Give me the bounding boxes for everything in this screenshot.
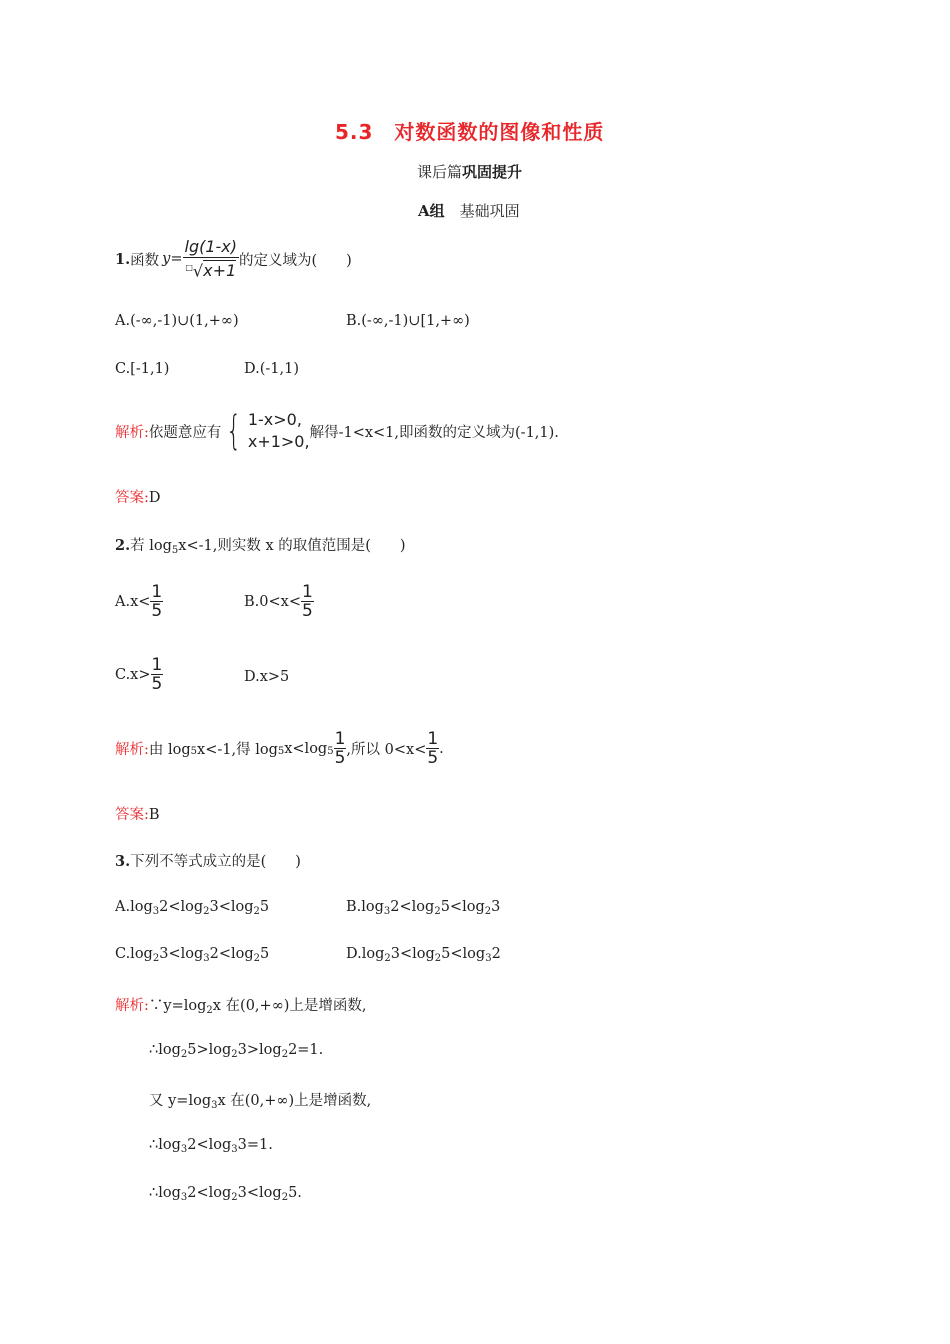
radicand: x+1 bbox=[203, 261, 237, 281]
math-text: 2 bbox=[491, 946, 501, 962]
option-label: C.x> bbox=[115, 666, 151, 683]
math-text: D.log bbox=[346, 946, 385, 962]
math-text: 3 bbox=[203, 953, 210, 964]
math-text: 2<log bbox=[390, 899, 435, 915]
fraction-numerator: lg(1-x) bbox=[184, 236, 238, 256]
math-text: 2 bbox=[231, 1192, 238, 1203]
math-text: 2 bbox=[484, 906, 492, 917]
group-label: A组 bbox=[418, 202, 445, 220]
analysis-label: 解析: bbox=[115, 998, 149, 1014]
analysis-text: ,所以 0<x< bbox=[346, 742, 427, 758]
analysis-text: x<-1,得 log bbox=[197, 742, 278, 758]
math-text: 2 bbox=[152, 953, 160, 964]
math-text: 2 bbox=[253, 953, 261, 964]
analysis-3-line-5 bbox=[149, 1185, 302, 1201]
math-text: 2 bbox=[180, 1049, 188, 1060]
answer-value: D bbox=[148, 490, 161, 506]
math-text: 2 bbox=[206, 1005, 213, 1016]
math-text: 3<log bbox=[209, 899, 254, 915]
option-b: B.(-∞,-1)∪[1,+∞) bbox=[346, 313, 470, 329]
question-number: 3. bbox=[115, 853, 131, 870]
analysis-3-line-3 bbox=[149, 1089, 371, 1110]
math-var: y bbox=[162, 251, 171, 267]
math-text: 3 bbox=[231, 1144, 238, 1155]
log-base: 5 bbox=[327, 746, 334, 757]
math-text: 5<log bbox=[441, 946, 486, 962]
fraction-numerator: 1 bbox=[334, 729, 346, 749]
fraction bbox=[426, 730, 439, 767]
group-heading bbox=[418, 200, 520, 221]
fraction bbox=[301, 583, 314, 620]
math-text: 5 bbox=[260, 946, 270, 962]
system-line-2: x+1>0, bbox=[247, 432, 310, 451]
math-text: 2 bbox=[434, 906, 441, 917]
math-text: 3 bbox=[211, 1100, 218, 1111]
analysis-3-line-2 bbox=[149, 1042, 323, 1058]
option-d: D.x>5 bbox=[244, 669, 290, 685]
analysis-text: x<log bbox=[284, 740, 328, 757]
analysis-label: 解析: bbox=[115, 424, 149, 441]
math-text: 3<log bbox=[237, 1185, 282, 1201]
option-a: A.(-∞,-1)∪(1,+∞) bbox=[115, 313, 239, 329]
option-c: C.[-1,1) bbox=[115, 361, 170, 377]
math-text: C.log bbox=[115, 946, 153, 962]
math-text: 3=1. bbox=[237, 1137, 273, 1153]
root-sign: √ bbox=[192, 261, 204, 281]
brace-icon: { bbox=[226, 408, 242, 454]
math-text: 2<log bbox=[159, 899, 204, 915]
analysis-text: 依题意应有 bbox=[148, 424, 222, 441]
answer-1 bbox=[115, 486, 161, 507]
question-3-stem bbox=[115, 850, 301, 871]
option-b bbox=[244, 583, 314, 620]
math-text: 3 bbox=[491, 899, 501, 915]
fraction-denominator bbox=[185, 258, 236, 281]
log-base: 5 bbox=[171, 545, 179, 556]
subtitle-prefix: 课后篇 bbox=[417, 163, 463, 181]
math-text: 3<log bbox=[159, 946, 204, 962]
answer-label: 答案: bbox=[115, 490, 149, 506]
fraction-denominator: 5 bbox=[334, 748, 346, 768]
option-c bbox=[115, 656, 163, 693]
math-text: 3<log bbox=[390, 946, 435, 962]
fraction-denominator: 5 bbox=[151, 674, 163, 694]
answer-value: B bbox=[148, 807, 160, 823]
question-text: 函数 bbox=[130, 252, 160, 269]
math-text: 5<log bbox=[440, 899, 485, 915]
log-base: 5 bbox=[190, 746, 198, 757]
math-text: 2 bbox=[281, 1049, 289, 1060]
log-base: 5 bbox=[277, 746, 285, 757]
math-text: 2 bbox=[281, 1192, 289, 1203]
inequality-system bbox=[221, 409, 309, 453]
analysis-3-line-1 bbox=[115, 994, 367, 1015]
math-text: 又 y=log bbox=[149, 1093, 212, 1109]
analysis-text-rest: 解得-1<x<1,即函数的定义域为(-1,1). bbox=[309, 424, 559, 441]
math-text: 2 bbox=[253, 906, 260, 917]
math-text: 5. bbox=[288, 1185, 302, 1201]
analysis-1 bbox=[115, 406, 559, 456]
fraction-numerator: 1 bbox=[427, 729, 439, 749]
fraction bbox=[151, 656, 164, 693]
math-text: 2 bbox=[203, 906, 210, 917]
math-text: 3>log bbox=[237, 1042, 282, 1058]
option-label: A.x< bbox=[115, 593, 151, 610]
function-fraction bbox=[183, 237, 240, 281]
answer-label: 答案: bbox=[115, 807, 149, 823]
option-d bbox=[346, 946, 501, 962]
fraction-denominator: 5 bbox=[151, 601, 163, 621]
fraction-denominator: 5 bbox=[427, 748, 439, 768]
analysis-label: 解析: bbox=[115, 742, 149, 758]
analysis-2 bbox=[115, 730, 444, 767]
math-text: 2<log bbox=[187, 1185, 232, 1201]
analysis-text: 由 log bbox=[148, 742, 191, 758]
fraction-denominator: 5 bbox=[301, 601, 313, 621]
math-text: 3 bbox=[180, 1192, 188, 1203]
fraction bbox=[150, 583, 163, 620]
math-text: 3 bbox=[152, 906, 160, 917]
option-c bbox=[115, 946, 269, 962]
math-text: B.log bbox=[346, 899, 384, 915]
math-text: 2<log bbox=[209, 946, 254, 962]
question-text: 若 log bbox=[130, 538, 172, 554]
math-text: 2=1. bbox=[288, 1042, 324, 1058]
math-text: 5 bbox=[259, 899, 270, 915]
analysis-text: . bbox=[439, 740, 444, 757]
fraction-numerator: 1 bbox=[151, 655, 163, 675]
section-subtitle bbox=[417, 161, 522, 182]
root-index: □ bbox=[185, 262, 193, 272]
math-text: 3 bbox=[383, 906, 391, 917]
question-text: 下列不等式成立的是( ) bbox=[130, 854, 301, 870]
fraction bbox=[334, 730, 347, 767]
fraction-numerator: 1 bbox=[301, 582, 313, 602]
math-text: x 在(0,+∞)上是增函数, bbox=[217, 1093, 372, 1109]
math-eq: = bbox=[170, 251, 183, 267]
math-text: 2<log bbox=[187, 1137, 232, 1153]
math-text: ∴log bbox=[149, 1185, 181, 1201]
subtitle-bold: 巩固提升 bbox=[462, 163, 523, 181]
math-text: 3 bbox=[180, 1144, 188, 1155]
math-text: ∴log bbox=[149, 1042, 181, 1058]
question-text-suffix: 的定义域为( ) bbox=[239, 252, 352, 269]
option-a bbox=[115, 583, 163, 620]
option-b bbox=[346, 899, 500, 915]
math-text: 2 bbox=[434, 953, 442, 964]
math-text: ∴log bbox=[149, 1137, 181, 1153]
analysis-3-line-4 bbox=[149, 1137, 273, 1153]
option-label: B.0<x< bbox=[244, 593, 301, 610]
question-1-stem bbox=[115, 236, 352, 282]
answer-2 bbox=[115, 803, 160, 824]
math-text: 2 bbox=[231, 1049, 238, 1060]
question-number: 1. bbox=[115, 250, 131, 268]
math-text: A.log bbox=[115, 899, 153, 915]
math-text: 5>log bbox=[187, 1042, 232, 1058]
option-d: D.(-1,1) bbox=[244, 361, 299, 377]
math-text: x 在(0,+∞)上是增函数, bbox=[212, 998, 367, 1014]
math-text: ∵y=log bbox=[148, 998, 207, 1014]
question-text-rest: x<-1,则实数 x 的取值范围是( ) bbox=[178, 538, 406, 554]
math-text: 3 bbox=[485, 953, 492, 964]
page-title: 5.3 对数函数的图像和性质 bbox=[335, 120, 605, 144]
system-line-1: 1-x>0, bbox=[247, 410, 302, 429]
option-a bbox=[115, 899, 269, 915]
question-2-stem bbox=[115, 534, 406, 555]
fraction-numerator: 1 bbox=[151, 582, 163, 602]
group-name: 基础巩固 bbox=[459, 202, 520, 220]
question-number: 2. bbox=[115, 537, 131, 554]
math-text: 2 bbox=[384, 953, 391, 964]
